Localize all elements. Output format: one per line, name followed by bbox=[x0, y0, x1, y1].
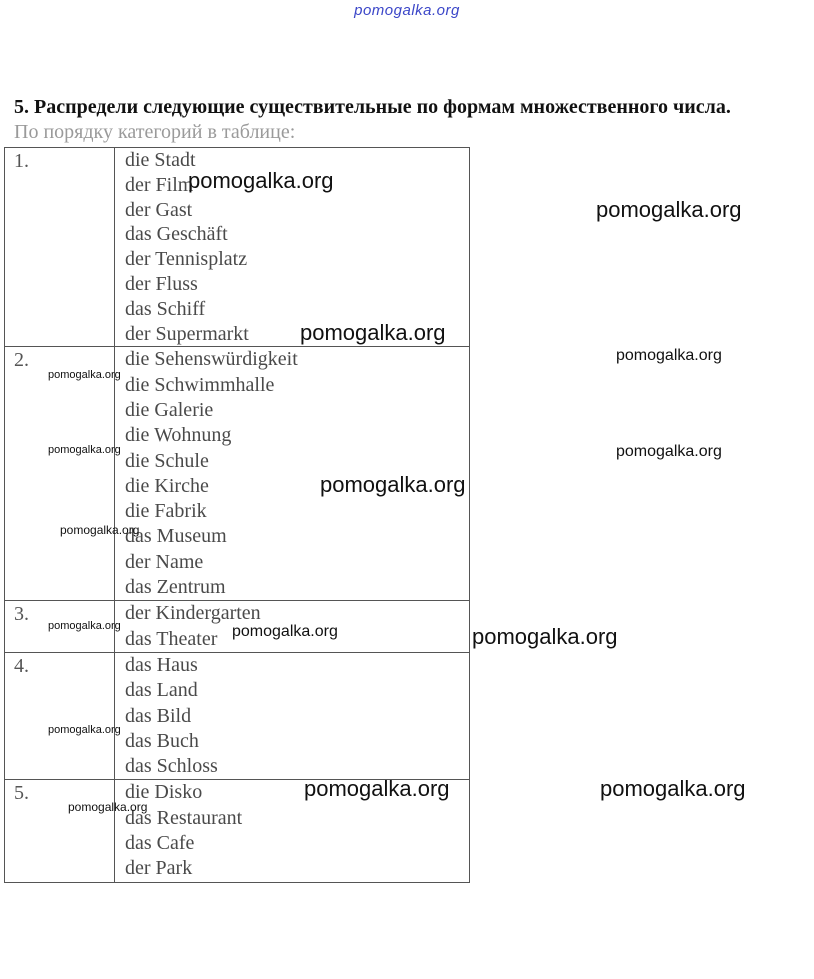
noun-item: die Schwimmhalle bbox=[125, 373, 275, 396]
watermark: pomogalka.org bbox=[600, 776, 746, 801]
watermark: pomogalka.org bbox=[616, 443, 722, 460]
noun-item: das Land bbox=[125, 679, 198, 702]
row-number: 2. bbox=[5, 347, 115, 601]
watermark: pomogalka.org bbox=[48, 444, 121, 456]
watermark: pomogalka.org bbox=[304, 776, 450, 801]
noun-item: der Kindergarten bbox=[125, 602, 261, 625]
watermark: pomogalka.org bbox=[616, 347, 722, 364]
noun-item: die Wohnung bbox=[125, 424, 232, 447]
noun-item: der Film bbox=[125, 173, 194, 196]
word-list bbox=[115, 652, 470, 779]
task-subtitle: По порядку категорий в таблице: bbox=[14, 121, 296, 143]
noun-item: die Kirche bbox=[125, 474, 209, 497]
task-title: 5. Распредели следующие существительные по формам множественного числа. bbox=[14, 96, 731, 118]
noun-table bbox=[4, 147, 470, 883]
noun-item: das Schloss bbox=[125, 755, 218, 778]
watermark: pomogalka.org bbox=[472, 624, 618, 649]
noun-item: der Name bbox=[125, 550, 204, 573]
noun-item: die Disko bbox=[125, 781, 203, 804]
watermark: pomogalka.org bbox=[300, 320, 446, 345]
noun-item: der Gast bbox=[125, 198, 193, 221]
noun-item: die Galerie bbox=[125, 398, 214, 421]
row-number: 1. bbox=[5, 148, 115, 347]
row-number: 3. bbox=[5, 601, 115, 653]
watermark: pomogalka.org bbox=[232, 623, 338, 640]
noun-item: die Schule bbox=[125, 449, 209, 472]
noun-item: die Fabrik bbox=[125, 500, 207, 523]
noun-item: das Museum bbox=[125, 525, 227, 548]
watermark: pomogalka.org bbox=[48, 724, 121, 736]
noun-item: das Bild bbox=[125, 704, 192, 727]
noun-item: das Restaurant bbox=[125, 806, 243, 829]
header-watermark: pomogalka.org bbox=[354, 2, 460, 19]
watermark: pomogalka.org bbox=[188, 168, 334, 193]
watermark: pomogalka.org bbox=[596, 197, 742, 222]
noun-item: das Cafe bbox=[125, 832, 195, 855]
noun-item: das Buch bbox=[125, 729, 199, 752]
noun-item: das Geschäft bbox=[125, 223, 228, 246]
watermark: pomogalka.org bbox=[48, 620, 121, 632]
table-row bbox=[5, 652, 470, 779]
watermark: pomogalka.org bbox=[60, 523, 140, 537]
noun-item: der Supermarkt bbox=[125, 322, 249, 345]
noun-item: das Haus bbox=[125, 653, 198, 676]
row-number: 4. bbox=[5, 652, 115, 779]
noun-item: das Schiff bbox=[125, 297, 206, 320]
noun-item: der Tennisplatz bbox=[125, 248, 248, 271]
noun-item: der Fluss bbox=[125, 272, 198, 295]
row-number: 5. bbox=[5, 780, 115, 882]
noun-item: die Stadt bbox=[125, 149, 196, 171]
watermark: pomogalka.org bbox=[320, 472, 466, 497]
watermark: pomogalka.org bbox=[48, 369, 121, 381]
watermark: pomogalka.org bbox=[68, 800, 148, 814]
noun-item: die Sehenswürdigkeit bbox=[125, 348, 298, 371]
noun-item: das Zentrum bbox=[125, 576, 226, 599]
noun-item: das Theater bbox=[125, 627, 218, 650]
noun-item: der Park bbox=[125, 857, 193, 880]
